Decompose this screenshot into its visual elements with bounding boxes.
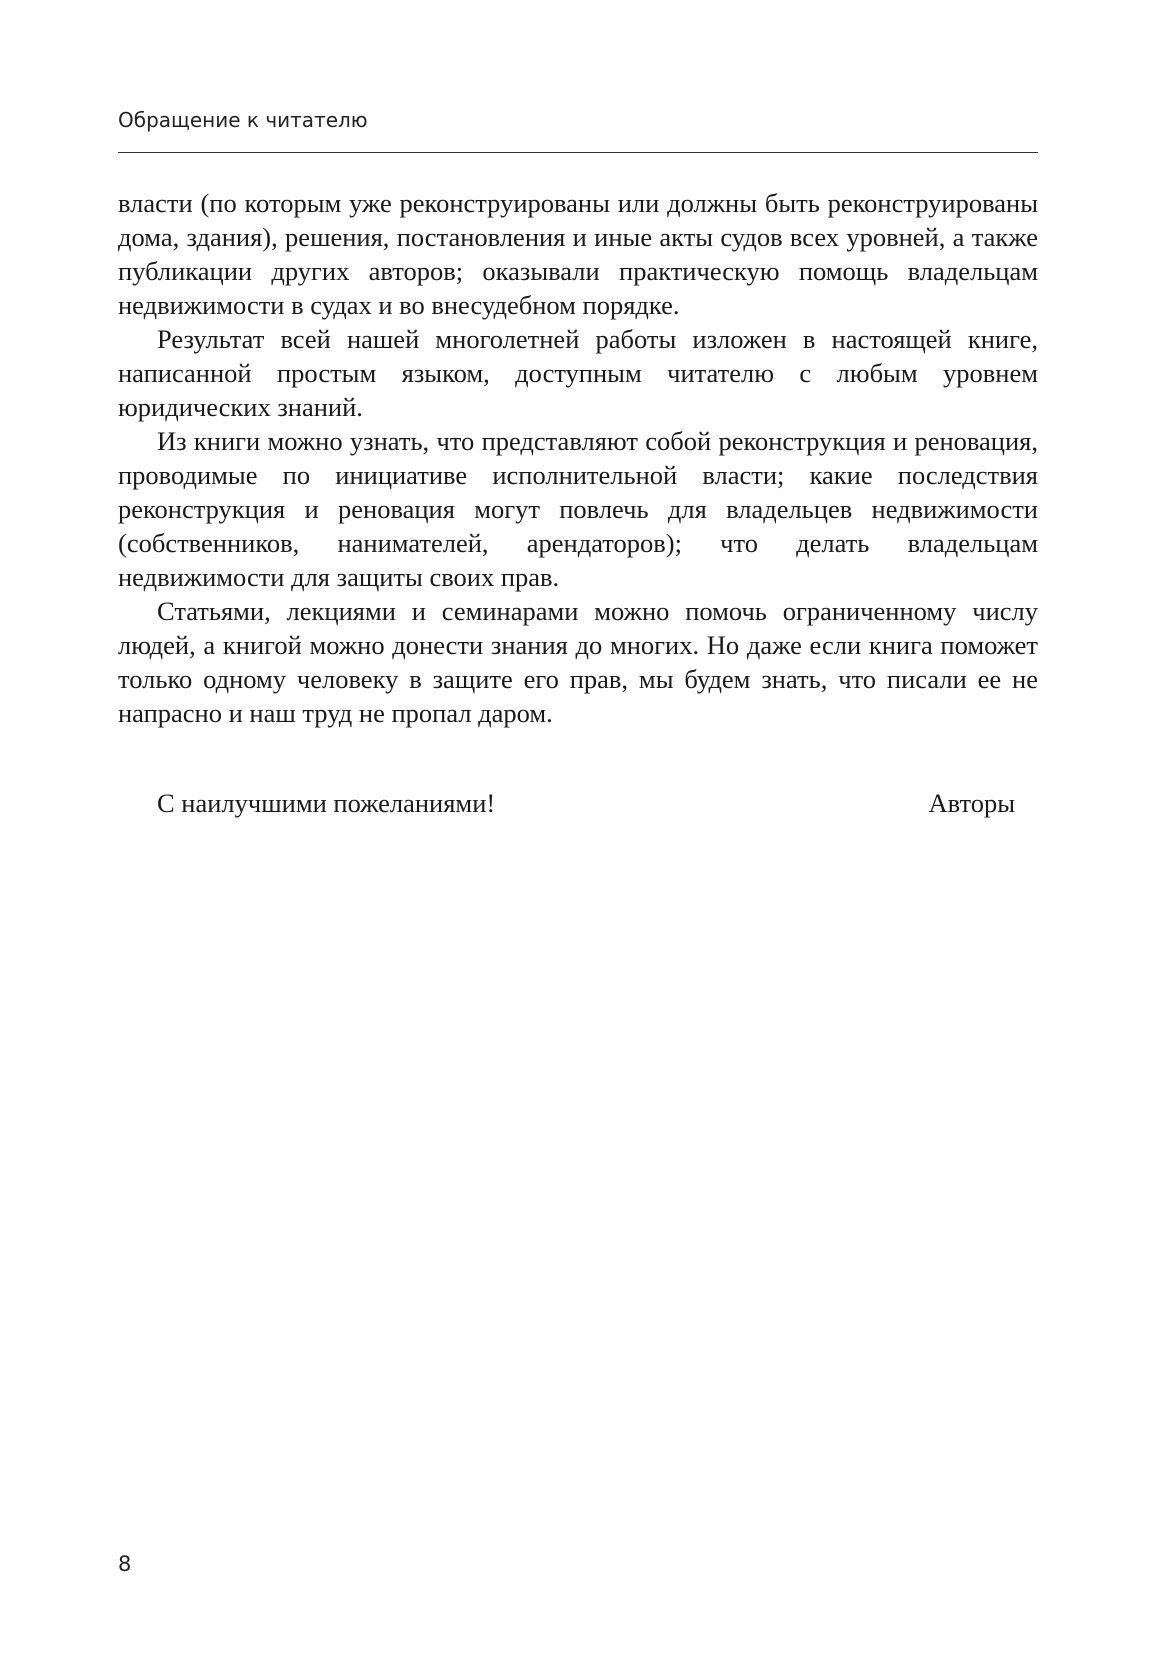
signoff-greeting: С наилучшими пожеланиями! [157, 788, 496, 818]
signoff [157, 786, 1015, 820]
body-text [118, 186, 1038, 730]
running-header-title: Обращение к читателю [118, 108, 368, 132]
paragraph-1: власти (по которым уже реконструированы или должны быть реконструированы дома, здания), решения, постановления и иные акты судов всех уровней, а также публикации других авторов; оказывали практическую помощь владельцам недвижимости в судах и во внесудебном порядке. [118, 188, 1038, 320]
paragraph-4: Статьями, лекциями и семинарами можно помочь ограниченному числу людей, а книгой можно донести знания до многих. Но даже если книга поможет только одному человеку в защите его прав, мы будем знать, что писали ее не напрасно и наш труд не пропал даром. [118, 596, 1038, 728]
paragraph-2: Результат всей нашей многолетней работы изложен в настоящей книге, написанной простым языком, доступным читателю с любым уровнем юридических знаний. [118, 324, 1038, 422]
paragraph-3: Из книги можно узнать, что представляют собой реконструкция и реновация, проводимые по инициативе исполнительной власти; какие последствия реконструкция и реновация могут повлечь для владельцев недвижимости (собственников, нанимателей, арендаторов); что делать владельцам недвижимости для защиты своих прав. [118, 426, 1038, 592]
signoff-authors: Авторы [928, 788, 1015, 818]
header-rule [118, 152, 1038, 153]
page-number: 8 [118, 1552, 132, 1576]
